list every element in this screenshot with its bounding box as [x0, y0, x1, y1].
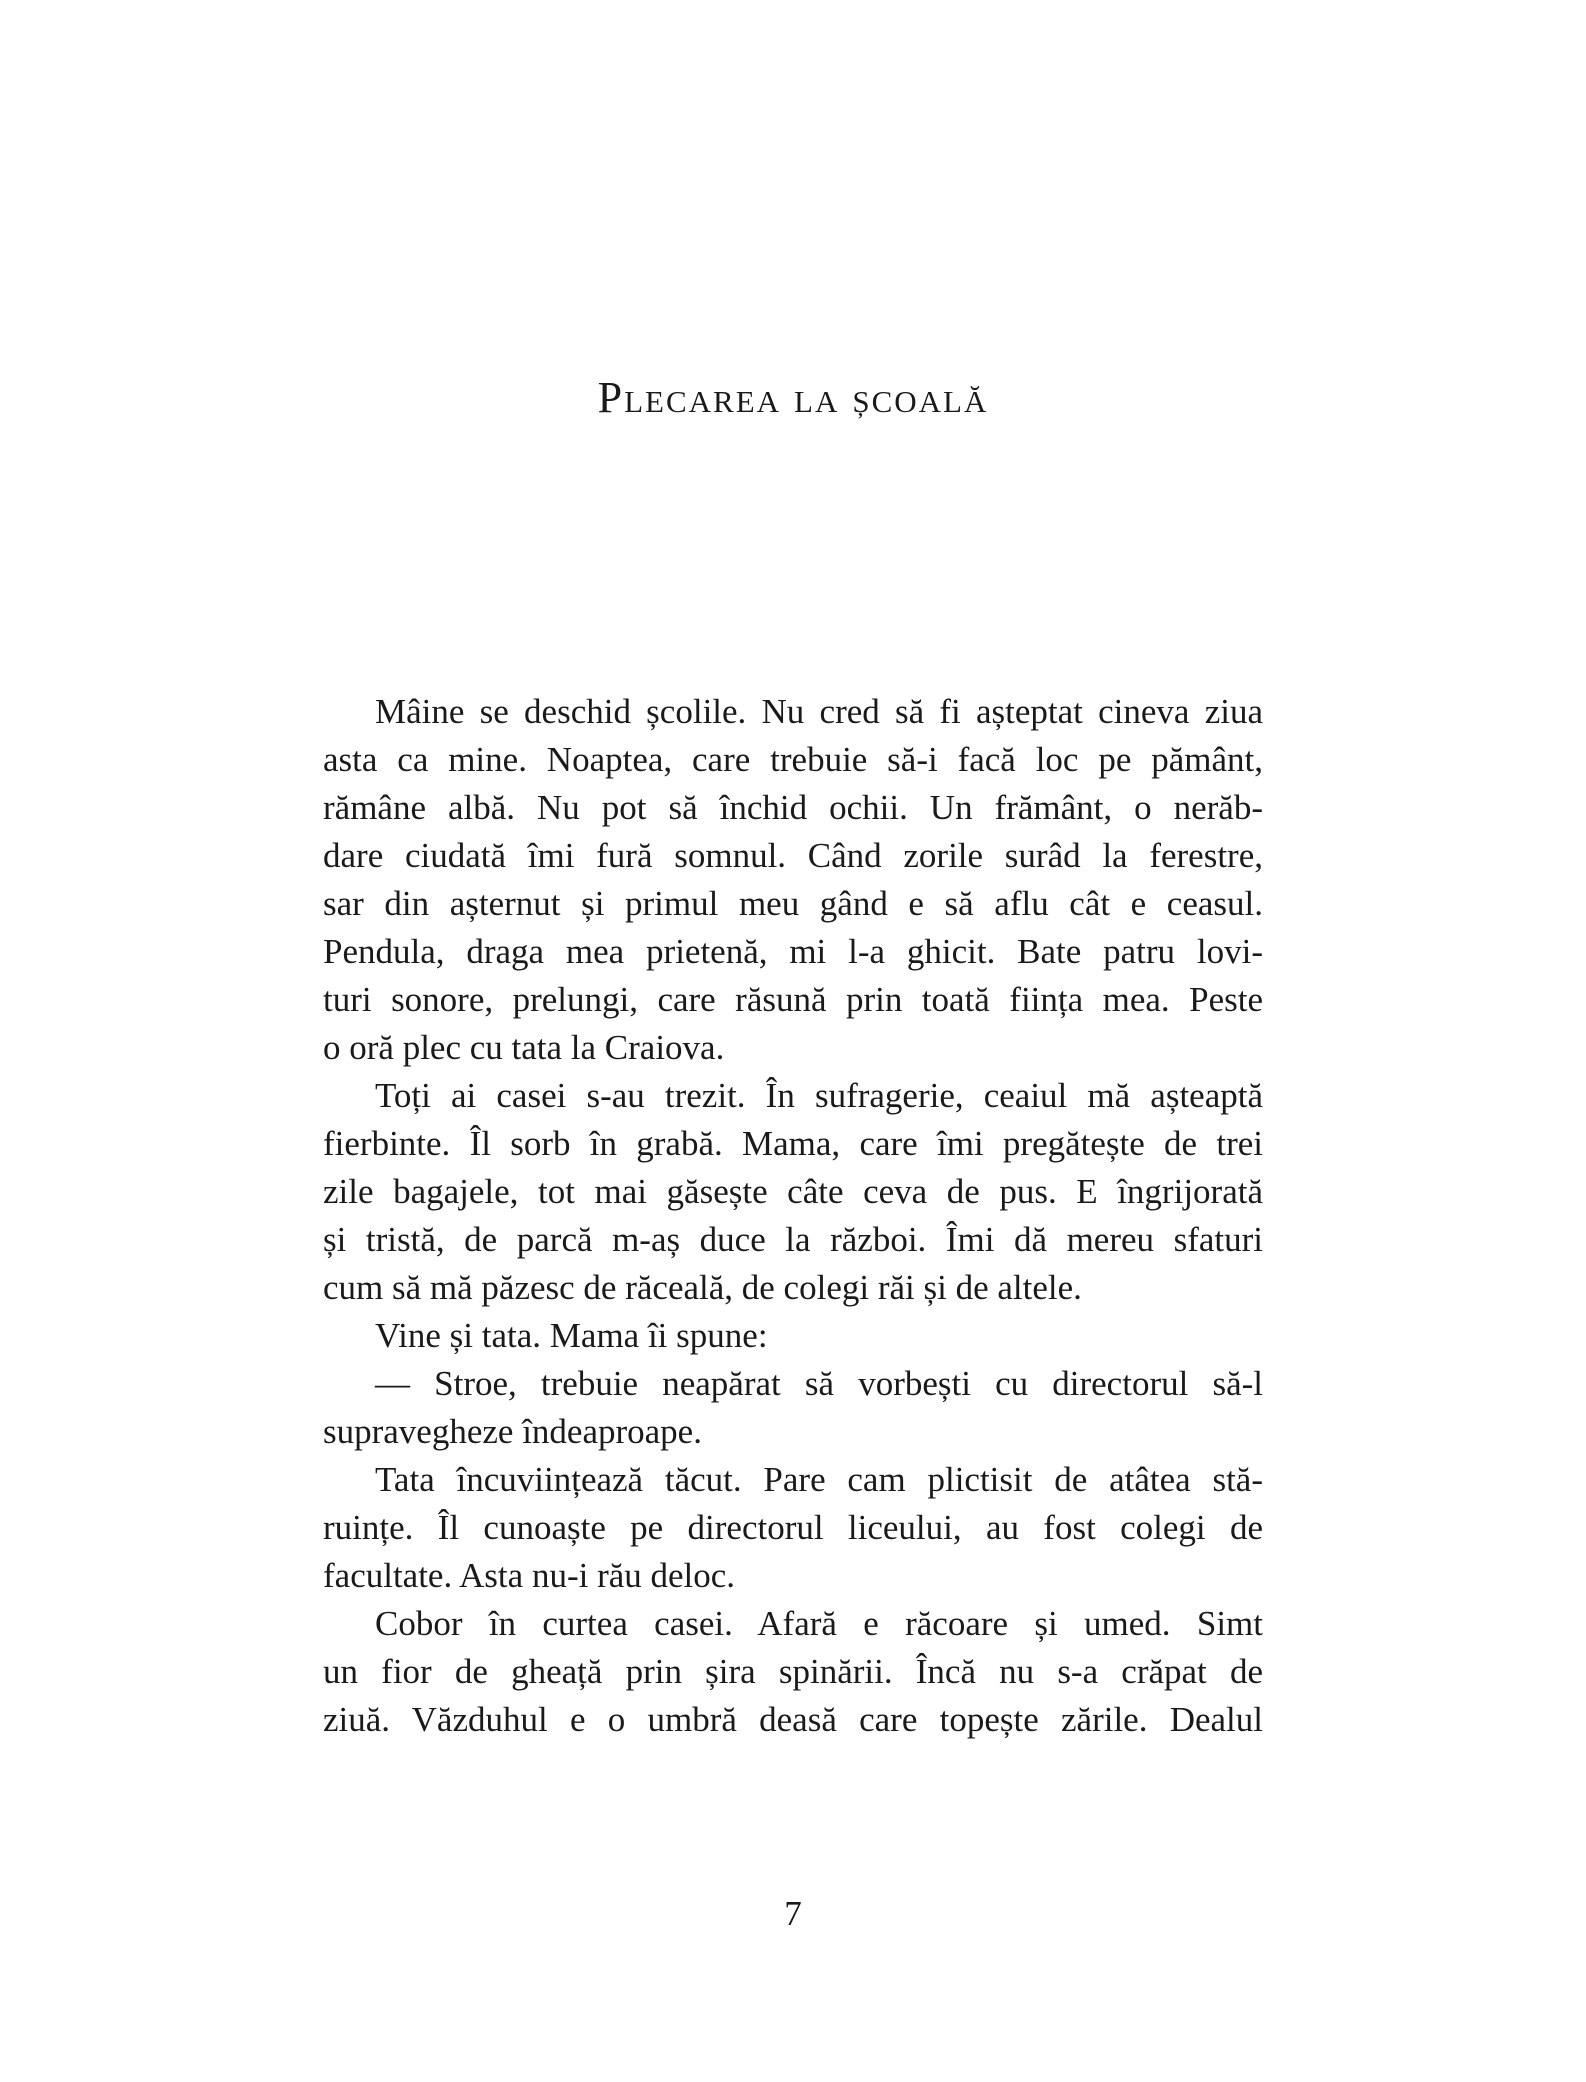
- text-line: și tristă, de parcă m-aș duce la război. Îmi dă mereu sfaturi: [323, 1220, 1263, 1259]
- text-line: Toți ai casei s-au trezit. În sufragerie, ceaiul mă așteaptă: [375, 1076, 1263, 1115]
- text-line: ruințe. Îl cunoaște pe directorul liceului, au fost colegi de: [323, 1508, 1263, 1547]
- text-line: fierbinte. Îl sorb în grabă. Mama, care îmi pregătește de trei: [323, 1124, 1263, 1163]
- text-line: — Stroe, trebuie neapărat să vorbești cu directorul să-l: [375, 1364, 1263, 1403]
- text-line: dare ciudată îmi fură somnul. Când zorile surâd la ferestre,: [323, 836, 1263, 875]
- body-text: [323, 688, 1263, 1744]
- text-line: Mâine se deschid școlile. Nu cred să fi așteptat cineva ziua: [375, 692, 1263, 731]
- text-line: facultate. Asta nu-i rău deloc.: [323, 1556, 736, 1595]
- text-line: Pendula, draga mea prietenă, mi l-a ghicit. Bate patru lovi-: [323, 932, 1263, 971]
- text-line: ziuă. Văzduhul e o umbră deasă care topește zările. Dealul: [323, 1700, 1263, 1739]
- text-line: asta ca mine. Noaptea, care trebuie să-i facă loc pe pământ,: [323, 740, 1263, 779]
- text-line: Cobor în curtea casei. Afară e răcoare și umed. Simt: [375, 1604, 1263, 1643]
- text-line: sar din așternut și primul meu gând e să aflu cât e ceasul.: [323, 884, 1263, 923]
- text-line: zile bagajele, tot mai găsește câte ceva de pus. E îngrijorată: [323, 1172, 1263, 1211]
- text-line: cum să mă păzesc de răceală, de colegi răi și de altele.: [323, 1268, 1082, 1307]
- chapter-title: Plecarea la școală: [597, 373, 989, 422]
- text-line: un fior de gheață prin șira spinării. Încă nu s-a crăpat de: [323, 1652, 1263, 1691]
- text-line: supravegheze îndeaproape.: [323, 1412, 702, 1451]
- text-line: turi sonore, prelungi, care răsună prin toată ființa mea. Peste: [323, 980, 1263, 1019]
- page-number: 7: [784, 1894, 802, 1933]
- text-line: Vine și tata. Mama îi spune:: [375, 1316, 768, 1355]
- text-line: rămâne albă. Nu pot să închid ochii. Un frământ, o nerăb-: [323, 788, 1263, 827]
- text-line: o oră plec cu tata la Craiova.: [323, 1028, 725, 1067]
- text-line: Tata încuviințează tăcut. Pare cam plictisit de atâtea stă-: [375, 1460, 1263, 1499]
